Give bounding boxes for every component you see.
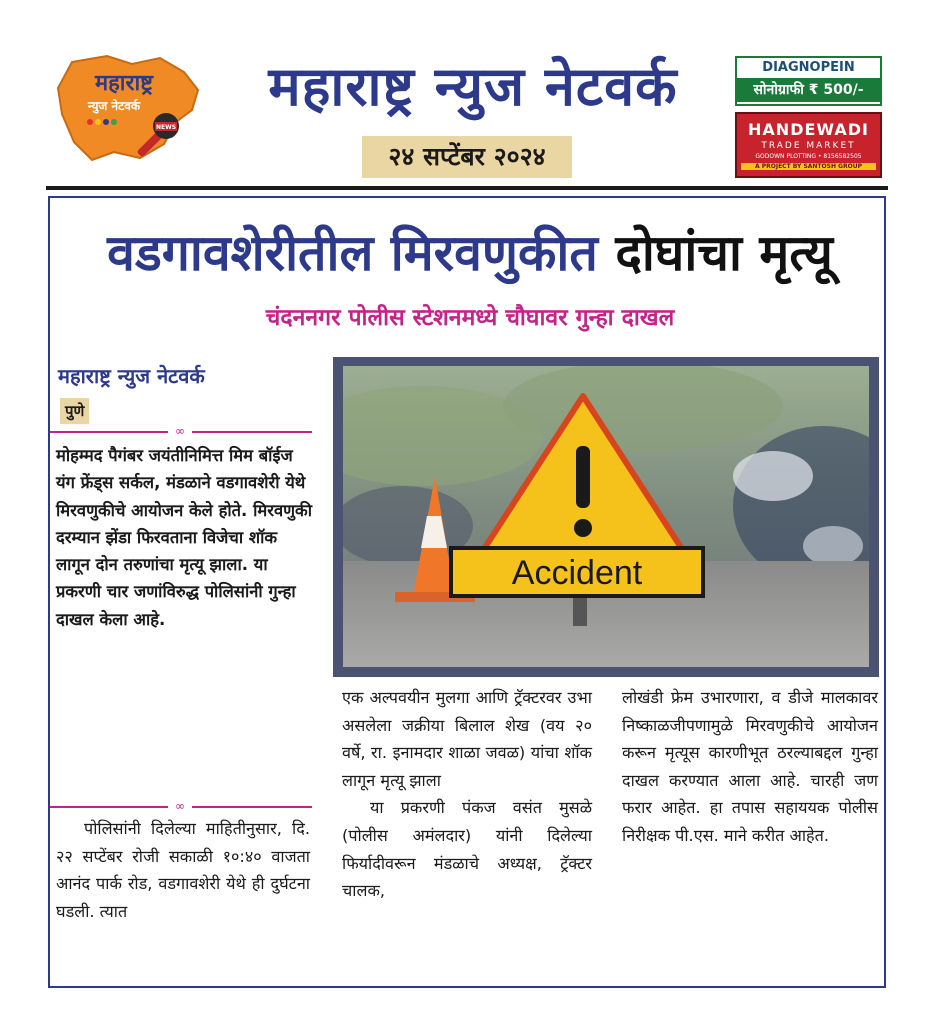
subheadline: चंदननगर पोलीस स्टेशनमध्ये चौघावर गुन्हा दाखल [265, 305, 675, 331]
divider-ornament-icon: ∞ [168, 424, 192, 438]
divider-ornament-icon: ∞ [168, 799, 192, 813]
logo-subtitle: न्युज नेटवर्क [87, 99, 141, 113]
svg-text:NEWS: NEWS [155, 124, 177, 131]
body-column-2 [342, 684, 592, 905]
headline-part1: वडगावशेरीतील मिरवणुकीत [107, 224, 598, 282]
byline: महाराष्ट्र न्युज नेटवर्क [58, 364, 205, 388]
body-column-2-para2: या प्रकरणी पंकज वसंत मुसळे (पोलीस अमंलदार) यांनी दिलेल्या फिर्यादीवरून मंडळाचे अध्यक्ष, ट्रॅक्टर चालक, [342, 798, 592, 901]
logo-title: महाराष्ट्र [94, 71, 154, 96]
maharashtra-map-logo [52, 52, 202, 164]
ad-handewadi-subtitle: TRADE MARKET [761, 141, 856, 151]
accident-photo [343, 366, 869, 667]
accident-sign-text: Accident [511, 554, 643, 592]
ad-handewadi-tagline: A PROJECT BY SANTOSH GROUP [741, 163, 876, 170]
publication-date: २४ सप्टेंबर २०२४ [362, 136, 572, 178]
masthead-title: महाराष्ट्र न्युज नेटवर्क [268, 55, 678, 118]
ad-handewadi[interactable] [735, 112, 882, 178]
section-divider-bottom [50, 799, 312, 813]
ad-diagnopein[interactable] [735, 56, 882, 106]
header-divider [46, 186, 888, 190]
ad-handewadi-name: HANDEWADI [748, 120, 869, 139]
headline-part2: दोघांचा मृत्यू [615, 224, 833, 282]
body-column-2-para1: एक अल्पवयीन मुलगा आणि ट्रॅक्टरवर उभा असलेला जक्रीया बिलाल शेख (वय २० वर्षे, रा. इनामदार शाळा जवळ) यांचा शॉक लागून मृत्यू झाला [342, 688, 592, 790]
section-divider-top [50, 424, 312, 438]
body-column-3: लोखंडी फ्रेम उभारणारा, व डीजे मालकावर निष्काळजीपणामुळे मिरवणुकीचे आयोजन करून मृत्यूस कारणीभूत ठरल्याबद्दल गुन्हा दाखल करण्यात आला आहे. चारही जण फरार आहेत. हा तपास सहाययक पोलीस निरीक्षक पी.एस. माने करीत आहेत. [622, 688, 878, 845]
ad-diagnopein-name: DIAGNOPEIN [762, 60, 855, 75]
lead-paragraph: मोहम्मद पैगंबर जयंतीनिमित्त मिम बॉईज यंग फ्रेंड्स सर्कल, मंडळाने वडगावशेरी येथे मिरवणुकीचे आयोजन केले होते. मिरवणुकी दरम्यान झेंडा फिरवताना विजेचा शॉक लागून दोन तरुणांचा मृत्यू झाला. या प्रकरणी चार जणांविरुद्ध पोलिसांनी गुन्हा दाखल केला आहे. [56, 446, 313, 629]
ad-diagnopein-offer: सोनोग्राफी ₹ 500/- [737, 78, 880, 102]
headline [60, 215, 880, 291]
city-tag: पुणे [60, 398, 89, 424]
ad-handewadi-contact: GODOWN PLOTTING • 8156582505 [755, 153, 862, 160]
body-column-1: पोलिसांनी दिलेल्या माहितीनुसार, दि. २२ सप्टेंबर रोजी सकाळी १०:४० वाजता आनंद पार्क रोड, वडगावशेरी येथे ही दुर्घटना घडली. त्यात [56, 819, 310, 921]
